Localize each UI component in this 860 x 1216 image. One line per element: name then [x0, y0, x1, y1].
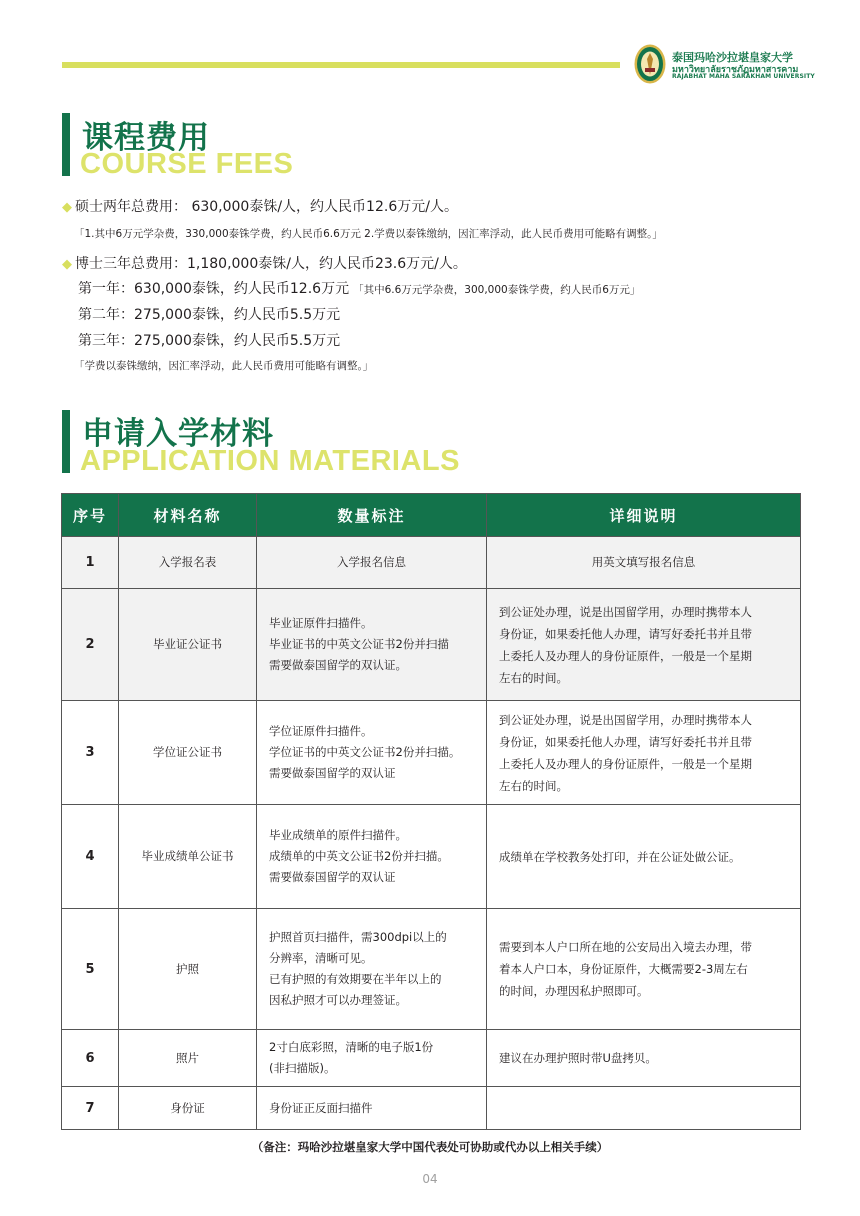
- row-number: 2: [62, 589, 119, 701]
- material-name: 学位证公证书: [119, 701, 257, 805]
- header-cell-qty: 数量标注: [257, 494, 487, 537]
- material-detail: 到公证处办理，说是出国留学用，办理时携带本人 身份证，如果委托他人办理，请写好委托书并且带 上委托人及办理人的身份证原件，一般是一个星期 左右的时间。: [487, 589, 801, 701]
- material-name: 护照: [119, 909, 257, 1030]
- phd-fee-text: 博士三年总费用：1,180,000泰铢/人，约人民币23.6万元/人。: [75, 256, 467, 272]
- material-qty: 身份证正反面扫描件: [257, 1087, 487, 1130]
- page-number: 04: [422, 1172, 438, 1186]
- material-name: 毕业证公证书: [119, 589, 257, 701]
- row-number: 4: [62, 805, 119, 909]
- phd-fee-line: [62, 253, 467, 273]
- row-number: 3: [62, 701, 119, 805]
- master-fee-note: 「1.其中6万元学杂费，330,000泰铢学费，约人民币6.6万元 2.学费以泰铢缴纳，因汇率浮动，此人民币费用可能略有调整。」: [74, 228, 663, 240]
- fees-title-cn: 课程费用: [82, 120, 210, 156]
- table-header-row: [62, 494, 801, 537]
- table-row: [62, 1087, 801, 1130]
- fees-title-en: COURSE FEES: [80, 148, 294, 180]
- row-number: 6: [62, 1030, 119, 1087]
- material-qty: 学位证原件扫描件。 学位证书的中英文公证书2份并扫描。 需要做泰国留学的双认证: [257, 701, 487, 805]
- material-qty: 2寸白底彩照，清晰的电子版1份 (非扫描版)。: [257, 1030, 487, 1087]
- material-detail: [487, 1087, 801, 1130]
- material-name: 身份证: [119, 1087, 257, 1130]
- phd-year1-line: [78, 278, 640, 298]
- table-row: [62, 1030, 801, 1087]
- material-qty: 入学报名信息: [257, 537, 487, 589]
- header-rule: [62, 62, 620, 68]
- table-row: [62, 805, 801, 909]
- phd-year1-text: 第一年：630,000泰铢，约人民币12.6万元: [78, 281, 350, 297]
- phd-fee-note: 「学费以泰铢缴纳，因汇率浮动，此人民币费用可能略有调整。」: [74, 360, 374, 372]
- row-number: 1: [62, 537, 119, 589]
- remark-note: （备注：玛哈沙拉堪皇家大学中国代表处可协助或代办以上相关手续）: [251, 1140, 609, 1154]
- header-cell-name: 材料名称: [119, 494, 257, 537]
- phd-year1-note: 「其中6.6万元学杂费，300,000泰铢学费，约人民币6万元」: [353, 284, 641, 296]
- table-row: [62, 909, 801, 1030]
- materials-title-en: APPLICATION MATERIALS: [80, 445, 460, 477]
- material-detail: 用英文填写报名信息: [487, 537, 801, 589]
- table-row: [62, 589, 801, 701]
- section-accent-bar: [62, 410, 70, 473]
- university-name-th: มหาวิทยาลัยราชภัฏมหาสารคาม: [672, 65, 799, 75]
- table-row: [62, 701, 801, 805]
- header-cell-detail: 详细说明: [487, 494, 801, 537]
- row-number: 7: [62, 1087, 119, 1130]
- diamond-bullet-icon: ◆: [62, 257, 72, 272]
- table-row: [62, 537, 801, 589]
- materials-title-cn: 申请入学材料: [82, 416, 274, 452]
- material-detail: 成绩单在学校教务处打印，并在公证处做公证。: [487, 805, 801, 909]
- master-fee-text: 硕士两年总费用： 630,000泰铢/人，约人民币12.6万元/人。: [75, 199, 458, 215]
- header-cell-no: 序号: [62, 494, 119, 537]
- material-name: 毕业成绩单公证书: [119, 805, 257, 909]
- university-seal-logo: [634, 44, 666, 84]
- material-qty: 毕业成绩单的原件扫描件。 成绩单的中英文公证书2份并扫描。 需要做泰国留学的双认证: [257, 805, 487, 909]
- material-name: 入学报名表: [119, 537, 257, 589]
- phd-year3-line: 第三年：275,000泰铢，约人民币5.5万元: [78, 333, 341, 349]
- material-detail: 到公证处办理，说是出国留学用，办理时携带本人 身份证，如果委托他人办理，请写好委托书并且带 上委托人及办理人的身份证原件，一般是一个星期 左右的时间。: [487, 701, 801, 805]
- material-qty: 护照首页扫描件，需300dpi以上的 分辨率，清晰可见。 已有护照的有效期要在半年以上的 因私护照才可以办理签证。: [257, 909, 487, 1030]
- university-name-en: RAJABHAT MAHA SARAKHAM UNIVERSITY: [672, 73, 815, 80]
- master-fee-line: [62, 196, 458, 216]
- phd-year2-line: 第二年：275,000泰铢，约人民币5.5万元: [78, 307, 341, 323]
- section-accent-bar: [62, 113, 70, 176]
- material-detail: 需要到本人户口所在地的公安局出入境去办理，带 着本人户口本，身份证原件，大概需要2-3周左右 的时间，办理因私护照即可。: [487, 909, 801, 1030]
- diamond-bullet-icon: ◆: [62, 200, 72, 215]
- material-name: 照片: [119, 1030, 257, 1087]
- university-name-cn: 泰国玛哈沙拉堪皇家大学: [672, 51, 793, 64]
- row-number: 5: [62, 909, 119, 1030]
- material-qty: 毕业证原件扫描件。 毕业证书的中英文公证书2份并扫描 需要做泰国留学的双认证。: [257, 589, 487, 701]
- material-detail: 建议在办理护照时带U盘拷贝。: [487, 1030, 801, 1087]
- materials-table: [61, 493, 801, 1130]
